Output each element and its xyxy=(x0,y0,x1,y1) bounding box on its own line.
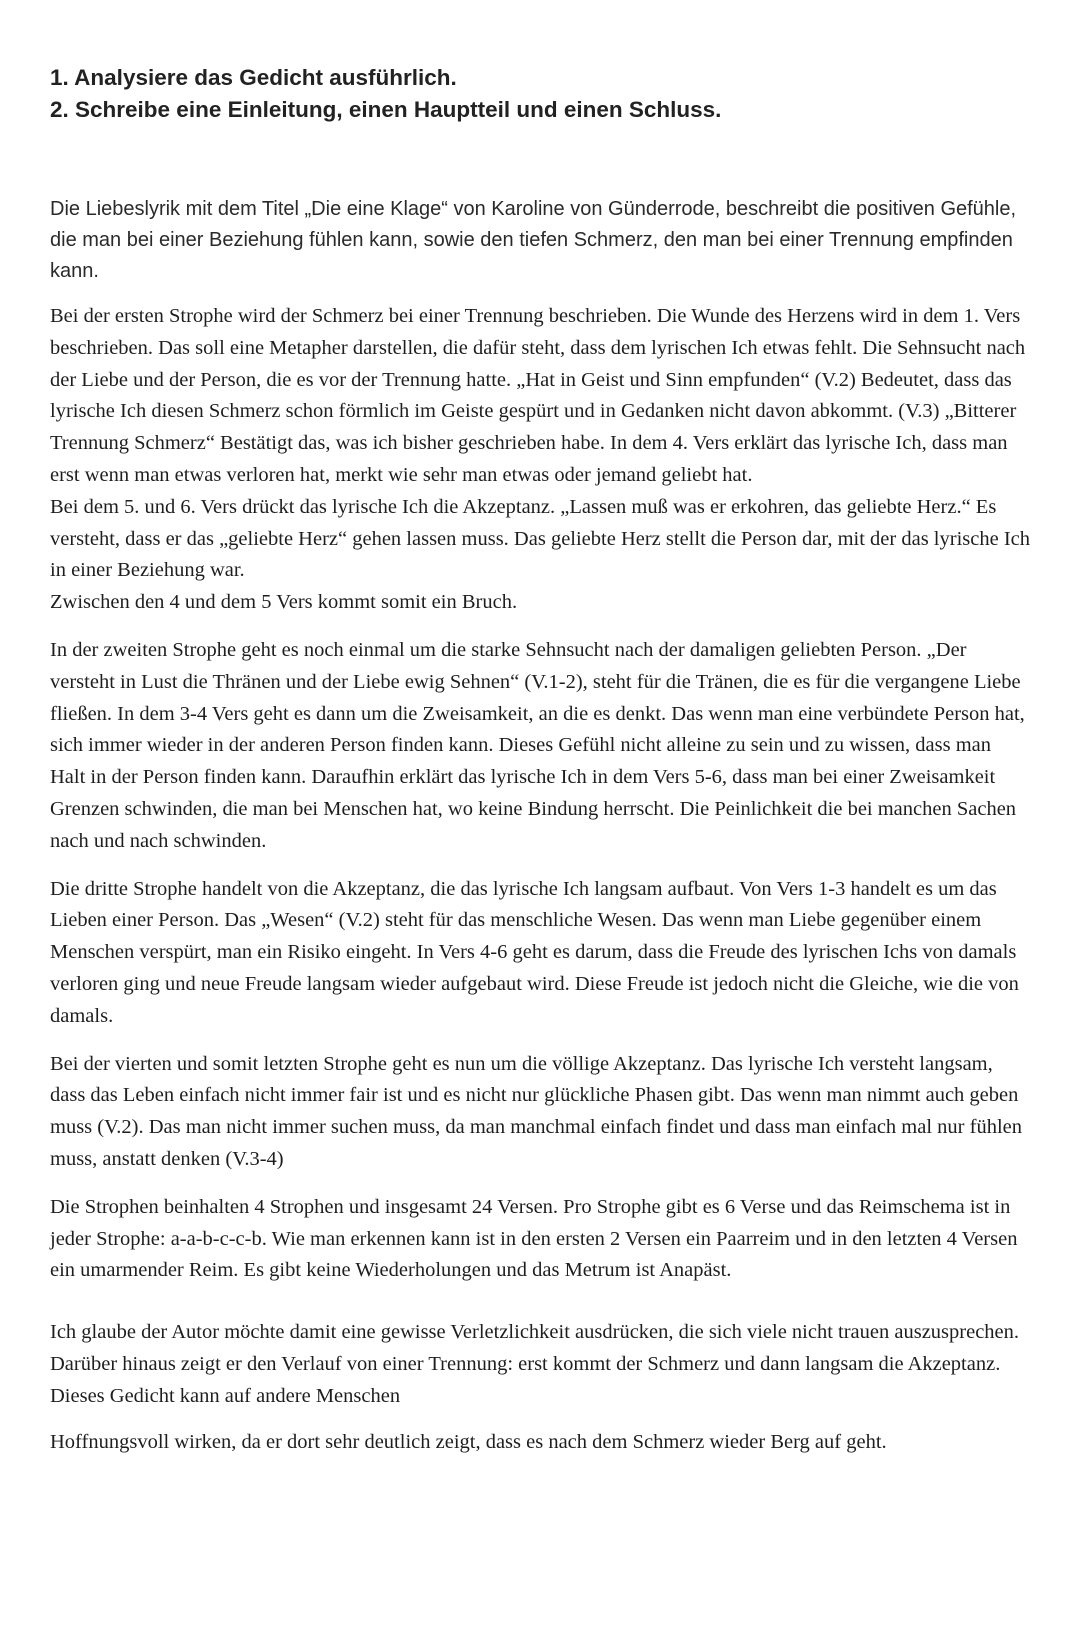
paragraph-strophe-1-break: Zwischen den 4 und dem 5 Vers kommt somit ein Bruch. xyxy=(50,591,518,614)
paragraph-strophe-2: In der zweiten Strophe geht es noch einmal um die starke Sehnsucht nach der damaligen geliebten Person. „Der versteht in Lust die Thränen und der Liebe ewig Sehnen“ (V.1-2), steht für die Tränen, die es für die vergangene Liebe fließen. In dem 3-4 Vers geht es dann um die Zweisamkeit, an die es denkt. Das wenn man eine verbündete Person hat, sich immer wieder in der anderen Person finden kann. Dieses Gefühl nicht alleine zu sein und zu wissen, dass man Halt in der Person finden kann. Daraufhin erklärt das lyrische Ich in dem Vers 5-6, dass man bei einer Zweisamkeit Grenzen schwinden, die man bei Menschen hat, wo keine Bindung herrscht. Die Peinlichkeit die bei manchen Sachen nach und nach schwinden. xyxy=(50,638,1025,852)
paragraph-strophe-3: Die dritte Strophe handelt von die Akzeptanz, die das lyrische Ich langsam aufbaut. Von Vers 1-3 handelt es um das Lieben einer Person. Das „Wesen“ (V.2) steht für das menschliche Wesen. Das wenn man Liebe gegenüber einem Menschen verspürt, man ein Risiko eingeht. In Vers 4-6 geht es darum, dass die Freude des lyrischen Ichs von damals verloren ging und neue Freude langsam wieder aufgebaut wird. Diese Freude ist jedoch nicht die Gleiche, wie die von damals. xyxy=(50,877,1019,1027)
paragraph-strophe-1: Bei der ersten Strophe wird der Schmerz bei einer Trennung beschrieben. Die Wunde des Herzens wird in dem 1. Vers beschrieben. Das soll eine Metapher darstellen, die dafür steht, dass dem lyrischen Ich etwas fehlt. Die Sehnsucht nach der Liebe und der Person, die es vor der Trennung hatte. „Hat in Geist und Sinn empfunden“ (V.2) Bedeutet, dass das lyrische Ich diesen Schmerz schon förmlich im Geiste gespürt und in Gedanken nicht davon abkommt. (V.3) „Bitterer Trennung Schmerz“ Bestätigt das, was ich bisher geschrieben habe. In dem 4. Vers erklärt das lyrische Ich, dass man erst wenn man etwas verloren hat, merkt wie sehr man etwas oder jemand geliebt hat. xyxy=(50,305,1026,486)
paragraph-strophe-4: Bei der vierten und somit letzten Strophe geht es nun um die völlige Akzeptanz. Das lyrische Ich versteht langsam, dass das Leben einfach nicht immer fair ist und es nicht nur glückliche Phasen gibt. Das wenn man nimmt auch geben muss (V.2). Das man nicht immer suchen muss, da man manchmal einfach findet und dass man einfach mal nur fühlen muss, anstatt denken (V.3-4) xyxy=(50,1052,1022,1170)
task-2: 2. Schreibe eine Einleitung, einen Hauptteil und einen Schluss. xyxy=(50,97,722,122)
paragraph-conclusion-end: Hoffnungsvoll wirken, da er dort sehr deutlich zeigt, dass es nach dem Schmerz wieder Berg auf geht. xyxy=(50,1430,887,1453)
task-1: 1. Analysiere das Gedicht ausführlich. xyxy=(50,65,457,90)
paragraph-strophe-1-verses-5-6: Bei dem 5. und 6. Vers drückt das lyrische Ich die Akzeptanz. „Lassen muß was er erkohren, das geliebte Herz.“ Es versteht, dass er das „geliebte Herz“ gehen lassen muss. Das geliebte Herz stellt die Person dar, mit der das lyrische Ich in einer Beziehung war. xyxy=(50,495,1030,582)
paragraph-form-analysis: Die Strophen beinhalten 4 Strophen und insgesamt 24 Versen. Pro Strophe gibt es 6 Verse und das Reimschema ist in jeder Strophe: a-a-b-c-c-b. Wie man erkennen kann ist in den ersten 2 Versen ein Paarreim und in den letzten 4 Versen ein umarmender Reim. Es gibt keine Wiederholungen und das Metrum ist Anapäst. xyxy=(50,1195,1018,1282)
introduction-paragraph: Die Liebeslyrik mit dem Titel „Die eine Klage“ von Karoline von Günderrode, beschreibt die positiven Gefühle, die man bei einer Beziehung fühlen kann, sowie den tiefen Schmerz, den man bei einer Trennung empfinden kann. xyxy=(50,198,1017,282)
task-list xyxy=(50,62,1030,126)
paragraph-conclusion: Ich glaube der Autor möchte damit eine gewisse Verletzlichkeit ausdrücken, die sich viele nicht trauen auszusprechen. Darüber hinaus zeigt er den Verlauf von einer Trennung: erst kommt der Schmerz und dann langsam die Akzeptanz. Dieses Gedicht kann auf andere Menschen xyxy=(50,1321,1020,1407)
document-page xyxy=(50,62,1030,1458)
main-body xyxy=(50,301,1030,1458)
